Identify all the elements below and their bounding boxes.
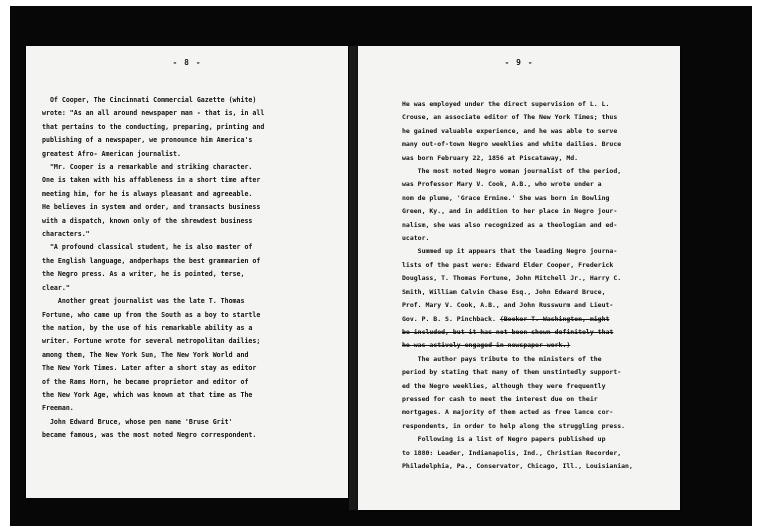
text-line: pressed for cash to meet the interest due on their [402, 394, 598, 403]
text-line: Another great journalist was the late T. Thomas [42, 297, 245, 306]
text-line: he gained valuable experience, and he was able to serve [402, 126, 618, 135]
text-line: He believes in system and order, and transacts business [42, 203, 261, 212]
text-line: was Professor Mary V. Cook, A.B., who wrote under a [402, 180, 602, 189]
text-line: wrote: "As an all around newspaper man - that is, in all [42, 109, 265, 118]
text-line: ed the Negro weeklies, although they were frequently [402, 381, 606, 390]
text-line: Gov. P. B. S. Pinchback. (Booker T. Washington, might [402, 314, 610, 323]
text-line: to 1880: Leader, Indianapolis, Ind., Christian Recorder, [402, 448, 622, 457]
text-line: Prof. Mary V. Cook, A.B., and John Russwurm and Lieut- [402, 301, 614, 310]
text-line: Fortune, who came up from the South as a boy to startle [42, 310, 261, 319]
book-gutter [349, 46, 358, 510]
text-line: The most noted Negro woman journalist of the period, [402, 167, 622, 176]
page-body [42, 94, 338, 443]
text-line: the Negro press. As a writer, he is pointed, terse, [42, 270, 245, 279]
text-line: Philadelphia, Pa., Conservator, Chicago, Ill., Louisianian, [402, 461, 633, 470]
text-line: the English language, andperhaps the best grammarien of [42, 256, 261, 265]
text-line: "Mr. Cooper is a remarkable and striking character. [42, 163, 253, 172]
text-line: he was actively engaged in newspaper work.) [402, 341, 571, 350]
text-line: many out-of-town Negro weeklies and white dailies. Bruce [402, 140, 622, 149]
text-line: "A profound classical student, he is also master of [42, 243, 253, 252]
text-line: nalism, she was also recognized as a theologian and ed- [402, 220, 618, 229]
text-line: respondents, in order to help along the struggling press. [402, 421, 626, 430]
text-line: lists of the past were: Edward Elder Cooper, Frederick [402, 260, 614, 269]
text-line: clear." [42, 283, 70, 292]
page-number: - 9 - [504, 58, 534, 67]
text-line: ucator. [402, 234, 430, 243]
text-line: the nation, by the use of his remarkable ability as a [42, 323, 253, 332]
text-line: meeting him, for he is always pleasant and agreeable. [42, 189, 253, 198]
text-line: was born February 22, 1856 at Piscataway, Md. [402, 153, 579, 162]
text-line: writer. Fortune wrote for several metropolitan dailies; [42, 337, 261, 346]
text-line: of the Rams Horn, he became proprietor and editor of [42, 377, 249, 386]
text-line: Douglass, T. Thomas Fortune, John Mitchell Jr., Harry C. [402, 274, 622, 283]
text-line: characters." [42, 230, 90, 239]
text-line: mortgages. A majority of them acted as free lance cor- [402, 408, 614, 417]
text-line: Green, Ky., and in addition to her place in Negro jour- [402, 207, 618, 216]
text-line: period by stating that many of them unstintedly support- [402, 368, 622, 377]
right-page [358, 46, 680, 510]
text-line: among them, The New York Sun, The New York World and [42, 350, 249, 359]
text-line: One is taken with his affableness in a short time after [42, 176, 261, 185]
text-line: John Edward Bruce, whose pen name 'Bruse Grit' [42, 417, 233, 426]
page-body [402, 98, 672, 473]
text-line: Crouse, an associate editor of The New York Times; thus [402, 113, 618, 122]
text-line: Of Cooper, The Cincinnati Commercial Gazette (white) [42, 96, 257, 104]
page-number: - 8 - [172, 58, 202, 67]
text-line: the New York Age, which was known at that time as The [42, 390, 253, 399]
text-line: Freeman. [42, 404, 74, 413]
text-line: Following is a list of Negro papers published up [402, 435, 606, 444]
text-line: that pertains to the conducting, preparing, printing and [42, 122, 265, 131]
text-line: The author pays tribute to the ministers of the [402, 354, 602, 363]
text-line: be included, but it has not been shown definitely that [402, 327, 614, 336]
left-page [26, 46, 348, 498]
text-line: greatest Afro- American journalist. [42, 149, 181, 158]
text-line: became famous, was the most noted Negro correspondent. [42, 431, 257, 440]
text-line: publishing of a newspaper, we pronounce him America's [42, 136, 253, 145]
text-line: The New York Times. Later after a short stay as editor [42, 364, 257, 373]
text-line: He was employed under the direct supervision of L. L. [402, 100, 610, 108]
text-line: with a dispatch, known only of the shrewdest business [42, 216, 253, 225]
text-line: Summed up it appears that the leading Negro journa- [402, 247, 618, 256]
text-line: Smith, William Calvin Chase Esq., John Edward Bruce, [402, 287, 606, 296]
text-line: nom de plume, 'Grace Ermine.' She was born in Bowling [402, 193, 610, 202]
